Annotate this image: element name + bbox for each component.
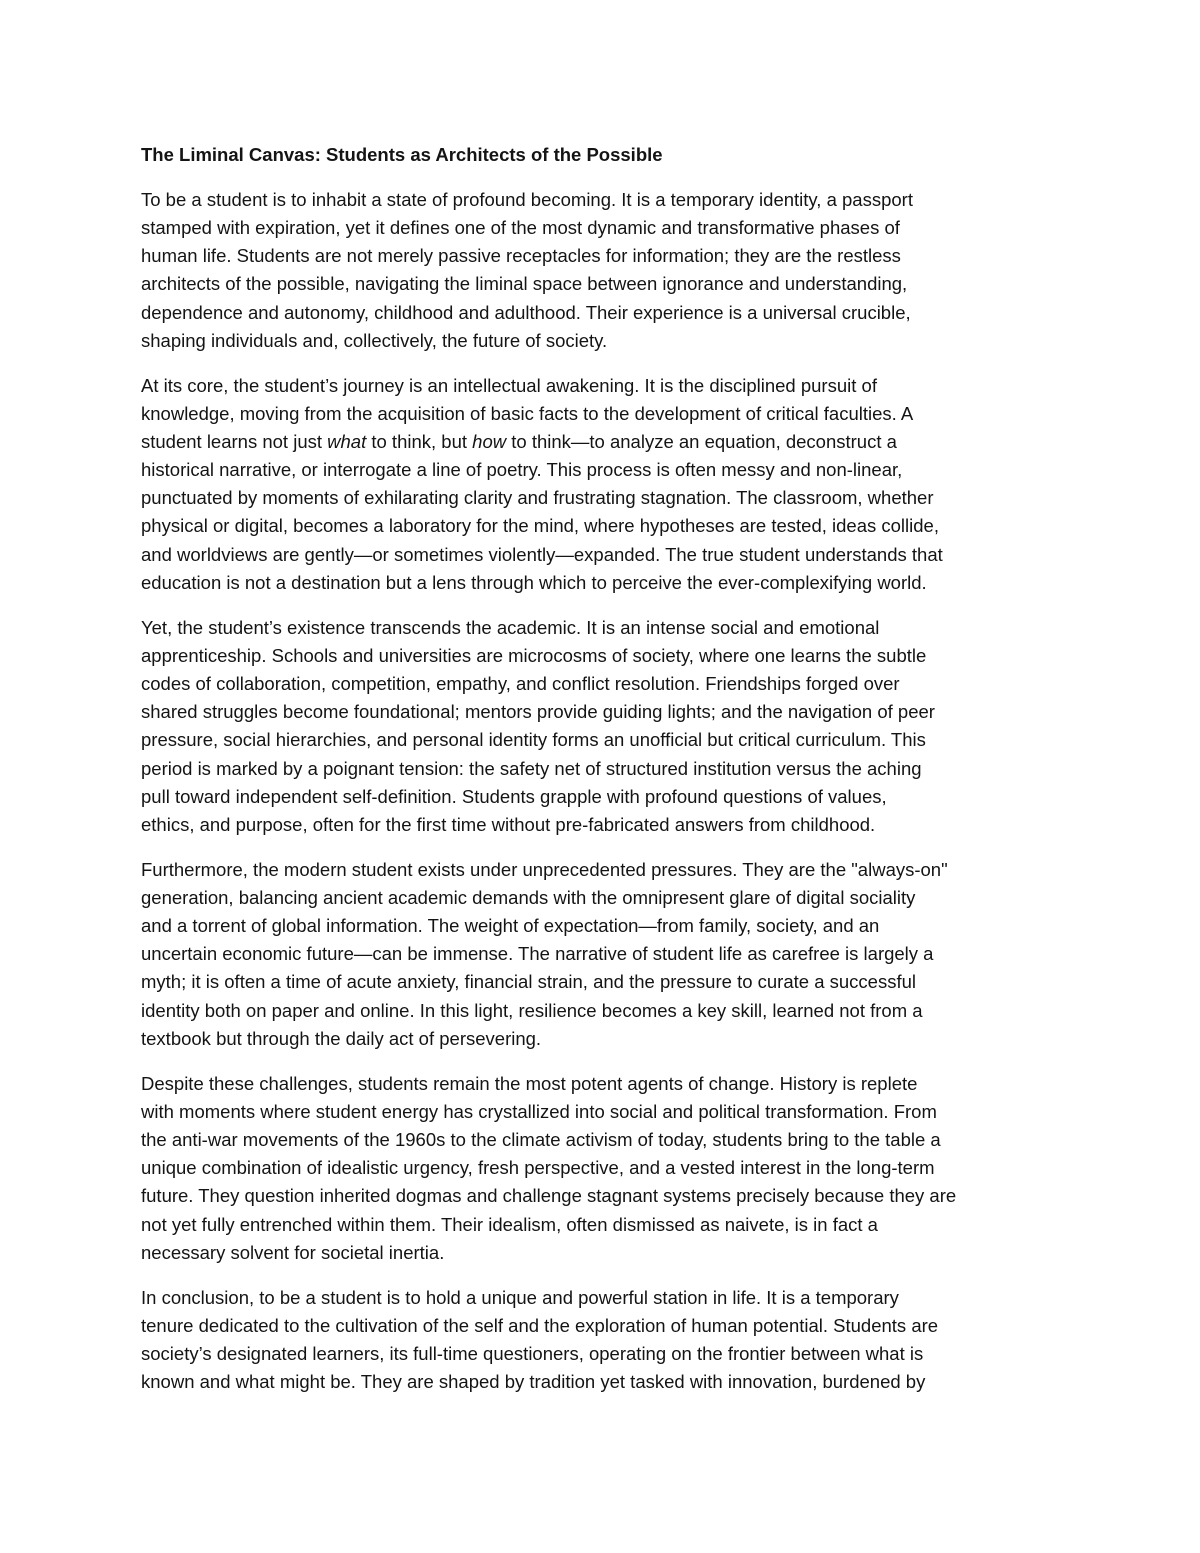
text-segment: to think, but bbox=[366, 430, 473, 452]
text-segment: student learns not just bbox=[141, 430, 328, 452]
text-line: codes of collaboration, competition, empathy, and conflict resolution. Friendships forged over bbox=[141, 672, 900, 694]
text-line: punctuated by moments of exhilarating clarity and frustrating stagnation. The classroom, whether bbox=[141, 487, 934, 509]
text-line: historical narrative, or interrogate a line of poetry. This process is often messy and non-linear, bbox=[141, 459, 903, 481]
text-line: dependence and autonomy, childhood and adulthood. Their experience is a universal crucible, bbox=[141, 301, 911, 323]
text-line: with moments where student energy has crystallized into social and political transformation. From bbox=[141, 1100, 937, 1122]
text-line: future. They question inherited dogmas and challenge stagnant systems precisely because they are bbox=[141, 1185, 957, 1207]
text-line: human life. Students are not merely passive receptacles for information; they are the restless bbox=[141, 245, 901, 267]
text-line: and a torrent of global information. The weight of expectation—from family, society, and an bbox=[141, 915, 880, 937]
paragraph-5 bbox=[141, 1070, 1200, 1267]
text-line bbox=[141, 428, 1200, 456]
text-line: architects of the possible, navigating the liminal space between ignorance and understanding, bbox=[141, 273, 908, 295]
text-line: knowledge, moving from the acquisition of basic facts to the development of critical faculties. A bbox=[141, 402, 914, 424]
italic-text: what bbox=[327, 430, 367, 452]
text-line: textbook but through the daily act of persevering. bbox=[141, 1027, 542, 1049]
paragraph-1 bbox=[141, 186, 1200, 355]
paragraph-2 bbox=[141, 372, 1200, 598]
document-title: The Liminal Canvas: Students as Architects of the Possible bbox=[141, 144, 663, 165]
text-line: In conclusion, to be a student is to hold a unique and powerful station in life. It is a temporary bbox=[141, 1286, 899, 1308]
text-line: and worldviews are gently—or sometimes violently—expanded. The true student understands that bbox=[141, 543, 943, 565]
text-line: unique combination of idealistic urgency, fresh perspective, and a vested interest in the long-term bbox=[141, 1157, 935, 1179]
text-line: not yet fully entrenched within them. Their idealism, often dismissed as naivete, is in fact a bbox=[141, 1213, 878, 1235]
text-line: the anti-war movements of the 1960s to the climate activism of today, students bring to the table a bbox=[141, 1128, 941, 1150]
text-line: known and what might be. They are shaped by tradition yet tasked with innovation, burdened by bbox=[141, 1371, 926, 1393]
text-line: uncertain economic future—can be immense. The narrative of student life as carefree is largely a bbox=[141, 943, 934, 965]
paragraph-3 bbox=[141, 614, 1200, 840]
text-line: society’s designated learners, its full-time questioners, operating on the frontier between what is bbox=[141, 1342, 924, 1364]
text-line: generation, balancing ancient academic demands with the omnipresent glare of digital sociality bbox=[141, 886, 916, 908]
text-line: Yet, the student’s existence transcends the academic. It is an intense social and emotional bbox=[141, 616, 880, 638]
italic-text: how bbox=[472, 430, 507, 452]
text-line: shaping individuals and, collectively, the future of society. bbox=[141, 329, 608, 351]
text-line: At its core, the student’s journey is an intellectual awakening. It is the disciplined pursuit of bbox=[141, 374, 877, 396]
text-line: Furthermore, the modern student exists under unprecedented pressures. They are the "always-on" bbox=[141, 858, 948, 880]
text-line: stamped with expiration, yet it defines one of the most dynamic and transformative phases of bbox=[141, 216, 900, 238]
text-line: identity both on paper and online. In this light, resilience becomes a key skill, learned not from a bbox=[141, 999, 923, 1021]
text-line: pull toward independent self-definition. Students grapple with profound questions of values, bbox=[141, 785, 887, 807]
text-line: apprenticeship. Schools and universities are microcosms of society, where one learns the subtle bbox=[141, 644, 927, 666]
text-line: tenure dedicated to the cultivation of the self and the exploration of human potential. Students are bbox=[141, 1314, 939, 1336]
paragraph-4 bbox=[141, 856, 1200, 1053]
text-line: Despite these challenges, students remain the most potent agents of change. History is replete bbox=[141, 1072, 918, 1094]
text-line: ethics, and purpose, often for the first time without pre-fabricated answers from childhood. bbox=[141, 813, 876, 835]
text-line: education is not a destination but a lens through which to perceive the ever-complexifying world. bbox=[141, 571, 927, 593]
paragraph-6 bbox=[141, 1284, 1200, 1397]
text-line: pressure, social hierarchies, and personal identity forms an unofficial but critical curriculum. This bbox=[141, 729, 926, 751]
text-line: period is marked by a poignant tension: the safety net of structured institution versus the aching bbox=[141, 757, 922, 779]
text-line: myth; it is often a time of acute anxiety, financial strain, and the pressure to curate a successful bbox=[141, 971, 916, 993]
text-line: necessary solvent for societal inertia. bbox=[141, 1241, 445, 1263]
text-line: shared struggles become foundational; mentors provide guiding lights; and the navigation of peer bbox=[141, 701, 935, 723]
document-body bbox=[141, 186, 1200, 1396]
text-line: physical or digital, becomes a laboratory for the mind, where hypotheses are tested, ideas collide, bbox=[141, 515, 939, 537]
text-segment: to think—to analyze an equation, deconstruct a bbox=[506, 430, 897, 452]
text-line: To be a student is to inhabit a state of profound becoming. It is a temporary identity, a passport bbox=[141, 188, 913, 210]
